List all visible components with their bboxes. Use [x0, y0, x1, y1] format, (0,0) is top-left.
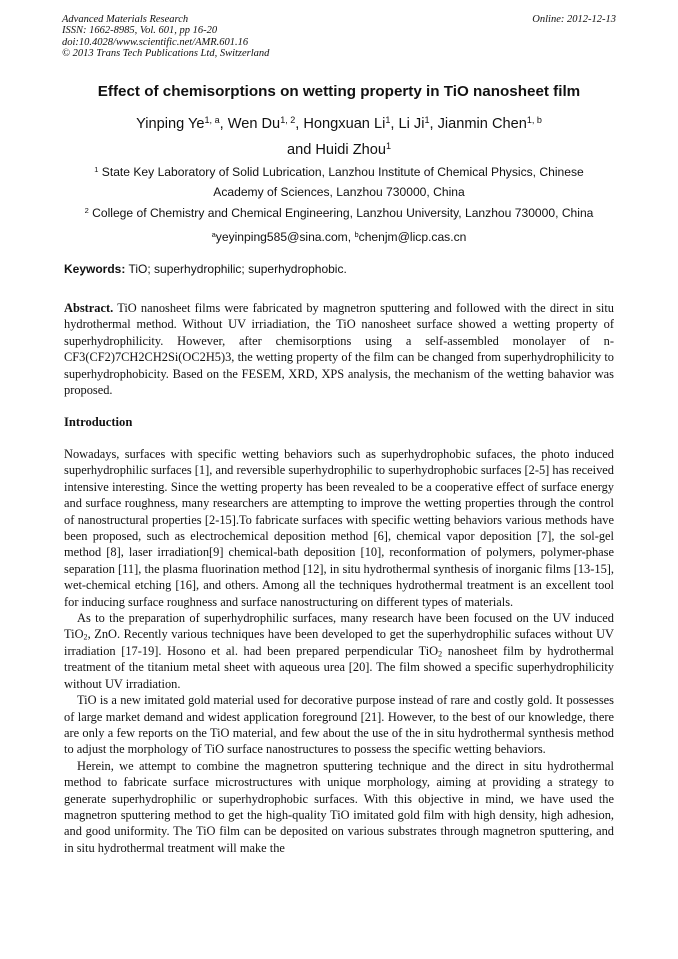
abstract — [64, 300, 614, 398]
paragraph-2-text: As to the preparation of superhydrophilic surfaces, many research have been focused on the UV induced TiO — [64, 611, 614, 642]
journal-header — [62, 14, 616, 60]
paragraph-1: Nowadays, surfaces with specific wetting behaviors such as superhydrophobic sufaces, the photo induced superhydrophilic surfaces [1], and reversible superhydrophilic to superhydrophobic surfaces [2-5] has received intensive interesting. Since the wetting property has been revealed to be a cooperative effect of surface energy and surface roughness, many researchers are attempting to improve the wetting properties through the control of nanostructural properties [2-15].To fabricate surfaces with specific wetting behaviors various methods have been proposed, such as electrochemical deposition method [6], chemical vapor deposition [7], the sol-gel method [8], laser irradiation[9] chemical-bath deposition [10], reconformation of polymers, polymer-phase separation [11], the plasma fluorination method [12], in situ hydrothermal synthesis of inorganic films [13-15], wet-chemical etching [16], and others. Among all the techniques hydrothermal treatment is an excellent tool for inducing surface roughness and surface nanostructuring on different types of materials. — [64, 447, 614, 609]
abstract-text: TiO nanosheet films were fabricated by magnetron sputtering and followed with the direct in situ hydrothermal method. Without UV irriadiation, the TiO nanosheet surface showed a wetting property of superhydrophilicity. However, after chemisorptions using a self-assembled monolayer of n-CF3(CF2)7CH2CH2Si(OC2H5)3, the wetting property of the film can be changed from superhydrophilicity to superhydrophobicity. Based on the FESEM, XRD, XPS analysis, the mechanism of the wetting bahavior was proposed. — [64, 301, 614, 398]
email-mark: b — [354, 229, 359, 239]
paper-title: Effect of chemisorptions on wetting property in TiO nanosheet film — [97, 83, 581, 100]
paragraph-4: Herein, we attempt to combine the magnetron sputtering technique and the direct in situ hydrothermal method to fabricate surface microstructures with unique morphology, aiming at providing a strategy to generate superhydrophilic or superhydrophobic surfaces. With this objective in mind, we have used the magnetron sputtering method to get the high-quality TiO imitated gold film with high density, high adhesion, and good uniformity. The TiO film can be deposited on various substrates through magnetron sputtering, and in situ hydrothermal treatment will make the — [64, 758, 614, 855]
introduction-body — [64, 446, 614, 856]
paragraph-2-text: , ZnO. Recently various techniques have been developed to get the superhydrophilic sufaces without UV irradiation [17-19]. Hosono et al. had been prepared perpendicular TiO — [64, 627, 614, 658]
email-mark: a — [211, 229, 216, 239]
author-affil-mark: 1, 2 — [280, 115, 296, 126]
affiliation-text: State Key Laboratory of Solid Lubrication, Lanzhou Institute of Chemical Physics, Chinese — [101, 165, 584, 179]
paragraph-2-text: nanosheet film by hydrothermal treatment of the titanium metal sheet with aqueous urea [20]. The film showed a specific superhydrophilicity without UV irradiation. — [64, 643, 614, 691]
journal-name: Advanced Materials Research — [62, 14, 189, 25]
subscript: 2 — [438, 649, 443, 659]
author-line-1: Yinping Ye$^{1, a}$, Wen Du$^{1, 2}$, Hongxuan Li$^1$, Li Ji$^1$, Jianmin Chen$^{1, b}$ — [136, 115, 542, 132]
affiliation-text-cont: Academy of Sciences, Lanzhou 730000, China — [213, 185, 465, 199]
author-name: Jianmin Chen — [437, 116, 527, 132]
author-affil-mark: 1 — [385, 141, 392, 152]
keywords-label: Keywords: — [64, 262, 126, 276]
copyright-line: © 2013 Trans Tech Publications Ltd, Switzerland — [62, 48, 270, 60]
doi-line: doi:10.4028/www.scientific.net/AMR.601.16 — [62, 36, 249, 48]
author-affil-mark: 1, a — [204, 115, 220, 126]
email-address[interactable]: chenjm@licp.cas.cn — [358, 230, 467, 244]
author-conjunction: and — [286, 142, 316, 158]
author-name: Wen Du — [227, 116, 281, 132]
affiliation-1 — [0, 162, 678, 202]
paragraph-3: TiO is a new imitated gold material used for decorative purpose instead of rare and costly gold. It possesses of large market demand and widest application foreground [21]. However, to the best of our knowledge, there are only a few reports on the TiO material, and few about the use of the in situ hydrothermal synthesis method to adjust the morphology of TiO surface nanostructures to possess the specific wetting behaviors. — [64, 693, 614, 757]
affiliation-mark: 2 — [84, 205, 89, 215]
author-affil-mark: 1 — [424, 115, 430, 126]
section-heading-introduction: Introduction — [64, 415, 133, 429]
paragraph-2 — [64, 610, 614, 692]
keywords-text: TiO; superhydrophilic; superhydrophobic. — [125, 262, 347, 276]
author-name: Yinping Ye — [136, 116, 205, 132]
email-address[interactable]: yeyinping585@sina.com, — [215, 230, 355, 244]
issn-line: ISSN: 1662-8985, Vol. 601, pp 16-20 — [62, 25, 218, 37]
subscript: 2 — [83, 633, 88, 643]
author-line-2 — [0, 142, 678, 158]
affiliation-text: College of Chemistry and Chemical Engineering, Lanzhou University, Lanzhou 730000, China — [92, 206, 594, 220]
affiliation-2 — [0, 203, 678, 223]
affiliation-mark: 1 — [94, 164, 99, 174]
author-name: Li Ji — [398, 116, 425, 132]
author-affil-mark: 1, b — [526, 115, 542, 126]
author-affil-mark: 1 — [385, 115, 391, 126]
email-line — [0, 227, 678, 247]
abstract-label: Abstract. — [64, 301, 114, 315]
online-date: Online: 2012-12-13 — [532, 14, 616, 25]
keywords — [64, 262, 347, 276]
author-name: Huidi Zhou — [315, 142, 386, 158]
author-name: Hongxuan Li — [303, 116, 386, 132]
